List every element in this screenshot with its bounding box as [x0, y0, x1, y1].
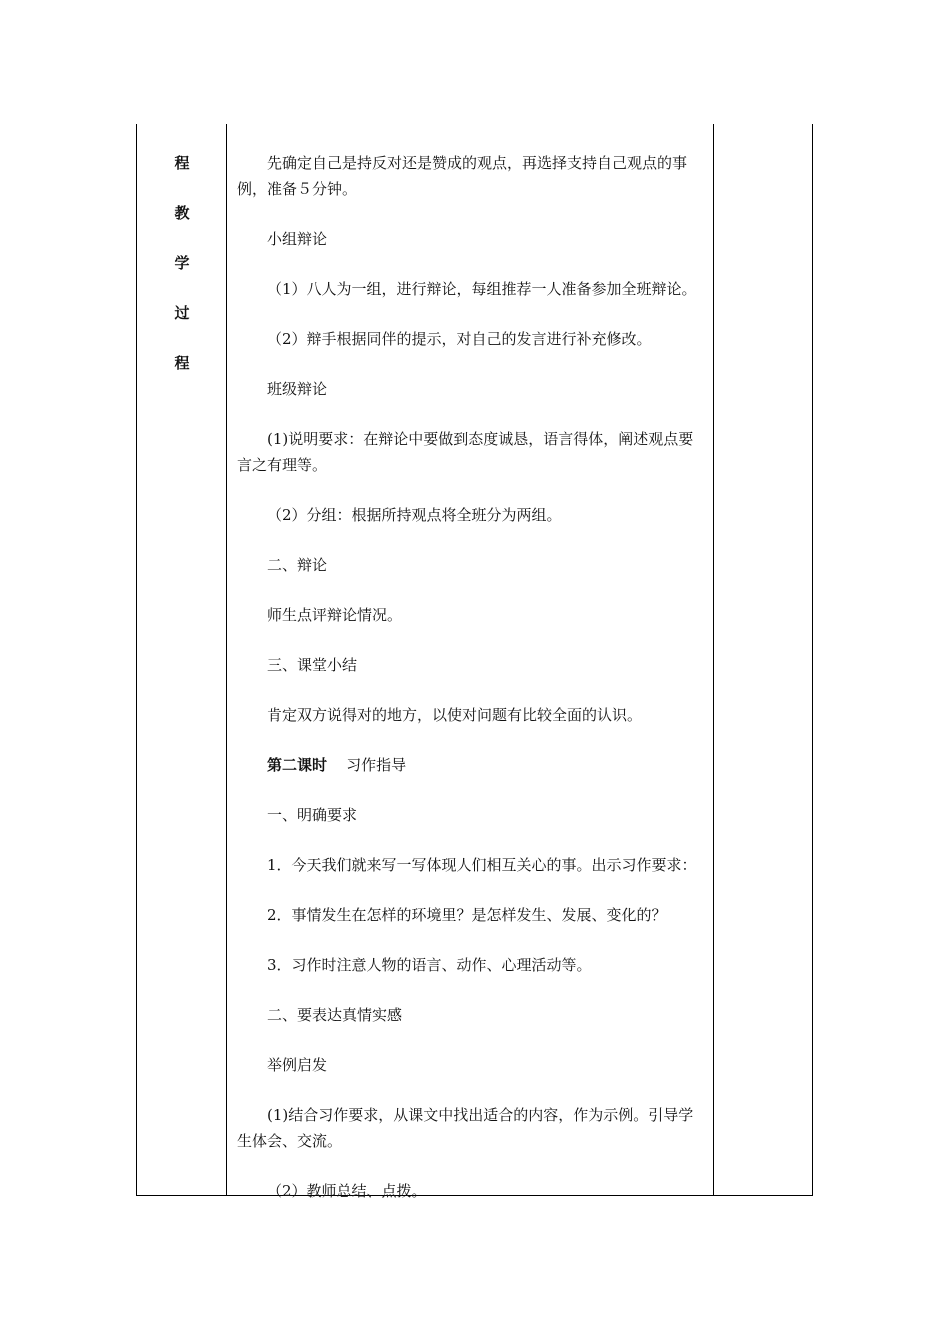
paragraph: 举例启发: [267, 1056, 328, 1074]
lesson2-bold: 第二课时: [267, 756, 328, 774]
paragraph: (1)说明要求：在辩论中要做到态度诚恳，语言得体，阐述观点要言之有理等。: [237, 430, 694, 474]
paragraph: （2）分组：根据所持观点将全班分为两组。: [267, 506, 562, 524]
paragraph: 3．习作时注意人物的语言、动作、心理活动等。: [267, 956, 592, 974]
paragraph: 二、要表达真情实感: [267, 1006, 403, 1024]
paragraph: 肯定双方说得对的地方，以使对问题有比较全面的认识。: [267, 706, 643, 724]
paragraph: 2．事情发生在怎样的环境里？是怎样发生、发展、变化的？: [267, 906, 667, 924]
table-border-right: [812, 124, 813, 1196]
paragraph: 先确定自己是持反对还是赞成的观点，再选择支持自己观点的事例，准备５分钟。: [237, 154, 688, 198]
paragraph: （2）教师总结、点拨。: [267, 1182, 427, 1200]
label-char: 教: [174, 204, 190, 222]
paragraph: 1．今天我们就来写一写体现人们相互关心的事。出示习作要求：: [267, 856, 697, 874]
paragraph: 师生点评辩论情况。: [267, 606, 403, 624]
paragraph: （2）辩手根据同伴的提示，对自己的发言进行补充修改。: [267, 330, 652, 348]
label-char: 过: [174, 304, 190, 322]
label-char: 程: [174, 154, 190, 172]
table-border-col2: [713, 124, 714, 1196]
section-label-column: [137, 150, 227, 400]
paragraph: 小组辩论: [267, 230, 328, 248]
label-char: 程: [174, 354, 190, 372]
paragraph: 一、明确要求: [267, 806, 358, 824]
paragraph: 班级辩论: [267, 380, 328, 398]
paragraph: (1)结合习作要求，从课文中找出适合的内容，作为示例。引导学生体会、交流。: [237, 1106, 694, 1150]
paragraph: （1）八人为一组，进行辩论，每组推荐一人准备参加全班辩论。: [267, 280, 697, 298]
lesson2-title: 习作指导: [346, 756, 407, 774]
lesson2-heading: [237, 752, 707, 778]
label-char: 学: [174, 254, 190, 272]
lesson-content: [237, 150, 707, 1228]
paragraph: 二、辩论: [267, 556, 328, 574]
paragraph: 三、课堂小结: [267, 656, 358, 674]
